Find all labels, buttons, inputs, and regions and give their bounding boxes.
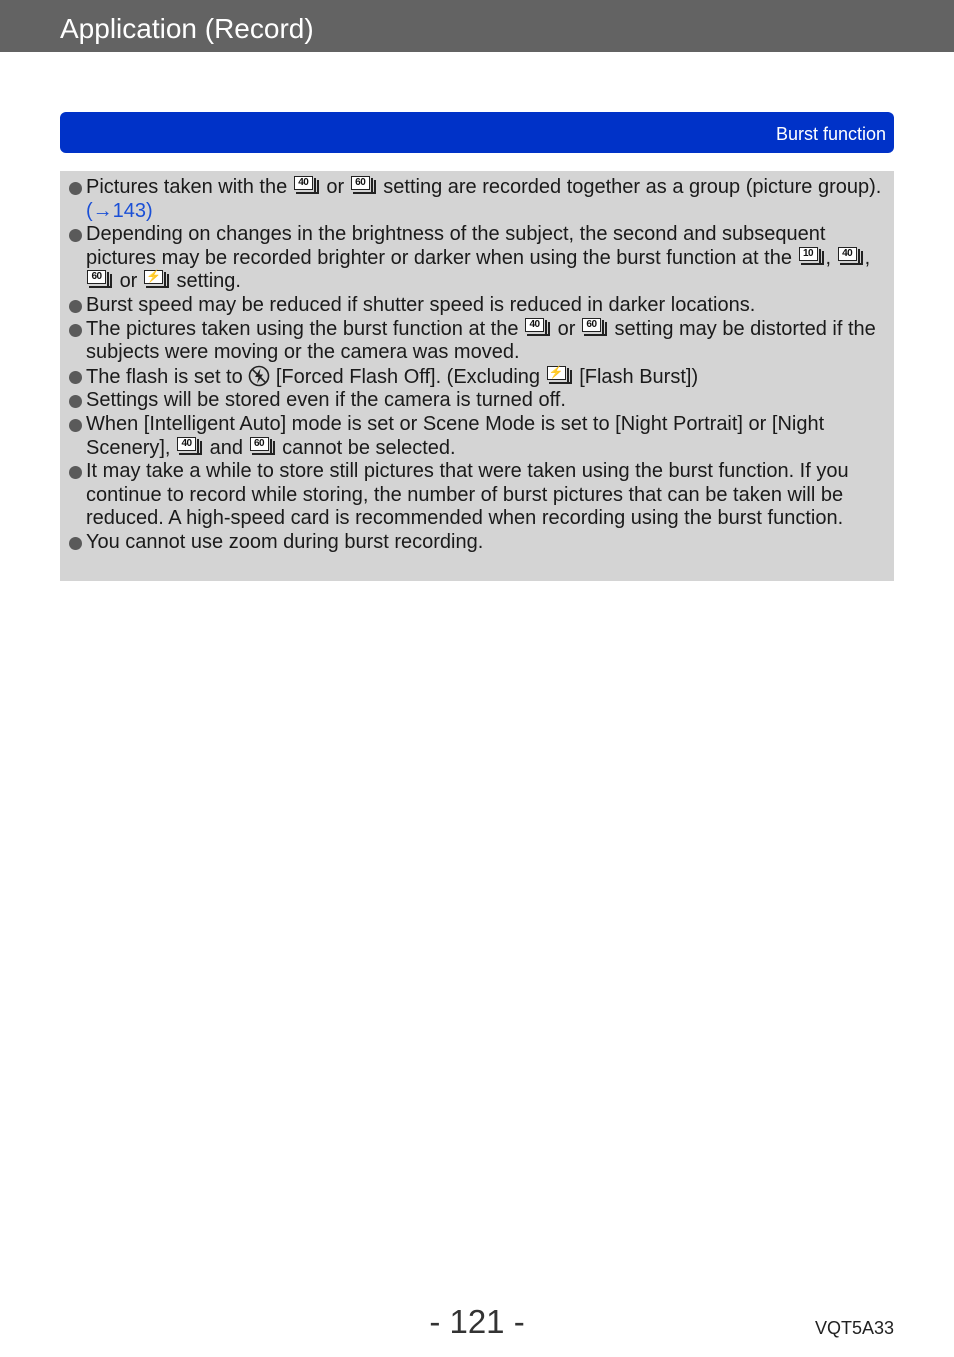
- note-item: The pictures taken using the burst function at the 40 or 60 setting may be distorted if the subjects were moving or the camera was moved.: [68, 318, 882, 365]
- note-item: Settings will be stored even if the camera is turned off.: [68, 389, 882, 413]
- document-code: VQT5A33: [814, 1318, 894, 1338]
- bullet-icon: [69, 371, 82, 384]
- bullet-icon: [69, 419, 82, 432]
- burst-40-icon: 40: [838, 247, 864, 267]
- burst-10-icon: 10: [799, 247, 825, 267]
- bullet-icon: [69, 466, 82, 479]
- header-title: Application (Record): [60, 13, 314, 44]
- note-item: Pictures taken with the 40 or 60 setting are recorded together as a group (picture group). (→143): [68, 176, 882, 223]
- note-item: When [Intelligent Auto] mode is set or Scene Mode is set to [Night Portrait] or [Night Scenery], 40 and 60 cannot be selected.: [68, 413, 882, 460]
- flash-burst-icon: ⚡: [144, 270, 170, 290]
- flash-burst-icon: ⚡: [547, 366, 573, 386]
- bullet-icon: [69, 395, 82, 408]
- burst-60-icon: 60: [582, 318, 608, 338]
- section-bar: [60, 112, 894, 153]
- bullet-icon: [69, 182, 82, 195]
- note-item: The flash is set to [Forced Flash Off]. (Excluding ⚡ [Flash Burst]): [68, 365, 882, 390]
- burst-40-icon: 40: [177, 437, 203, 457]
- burst-60-icon: 60: [351, 176, 377, 196]
- bullet-icon: [69, 300, 82, 313]
- bullet-icon: [69, 537, 82, 550]
- burst-60-icon: 60: [250, 437, 276, 457]
- note-item: Depending on changes in the brightness of the subject, the second and subsequent pictures may be recorded brighter or darker when using the burst function at the 10 , 40 , 60 or ⚡ setting.: [68, 223, 882, 294]
- page-reference-link[interactable]: (→143): [86, 199, 153, 222]
- burst-40-icon: 40: [525, 318, 551, 338]
- bullet-icon: [69, 324, 82, 337]
- page-header: [0, 0, 954, 52]
- notes-box: [60, 171, 894, 581]
- page-number: - 121 -: [429, 1303, 525, 1340]
- burst-60-icon: 60: [87, 270, 113, 290]
- note-item: Burst speed may be reduced if shutter speed is reduced in darker locations.: [68, 294, 882, 318]
- note-item: It may take a while to store still pictures that were taken using the burst function. If you continue to record while storing, the number of burst pictures that can be taken will be reduced. A high-speed card is recommended when recording using the burst function.: [68, 460, 882, 531]
- burst-40-icon: 40: [294, 176, 320, 196]
- section-label: Burst function: [775, 124, 886, 144]
- bullet-icon: [69, 229, 82, 242]
- note-item: You cannot use zoom during burst recording.: [68, 531, 882, 555]
- forced-flash-off-icon: [248, 365, 270, 387]
